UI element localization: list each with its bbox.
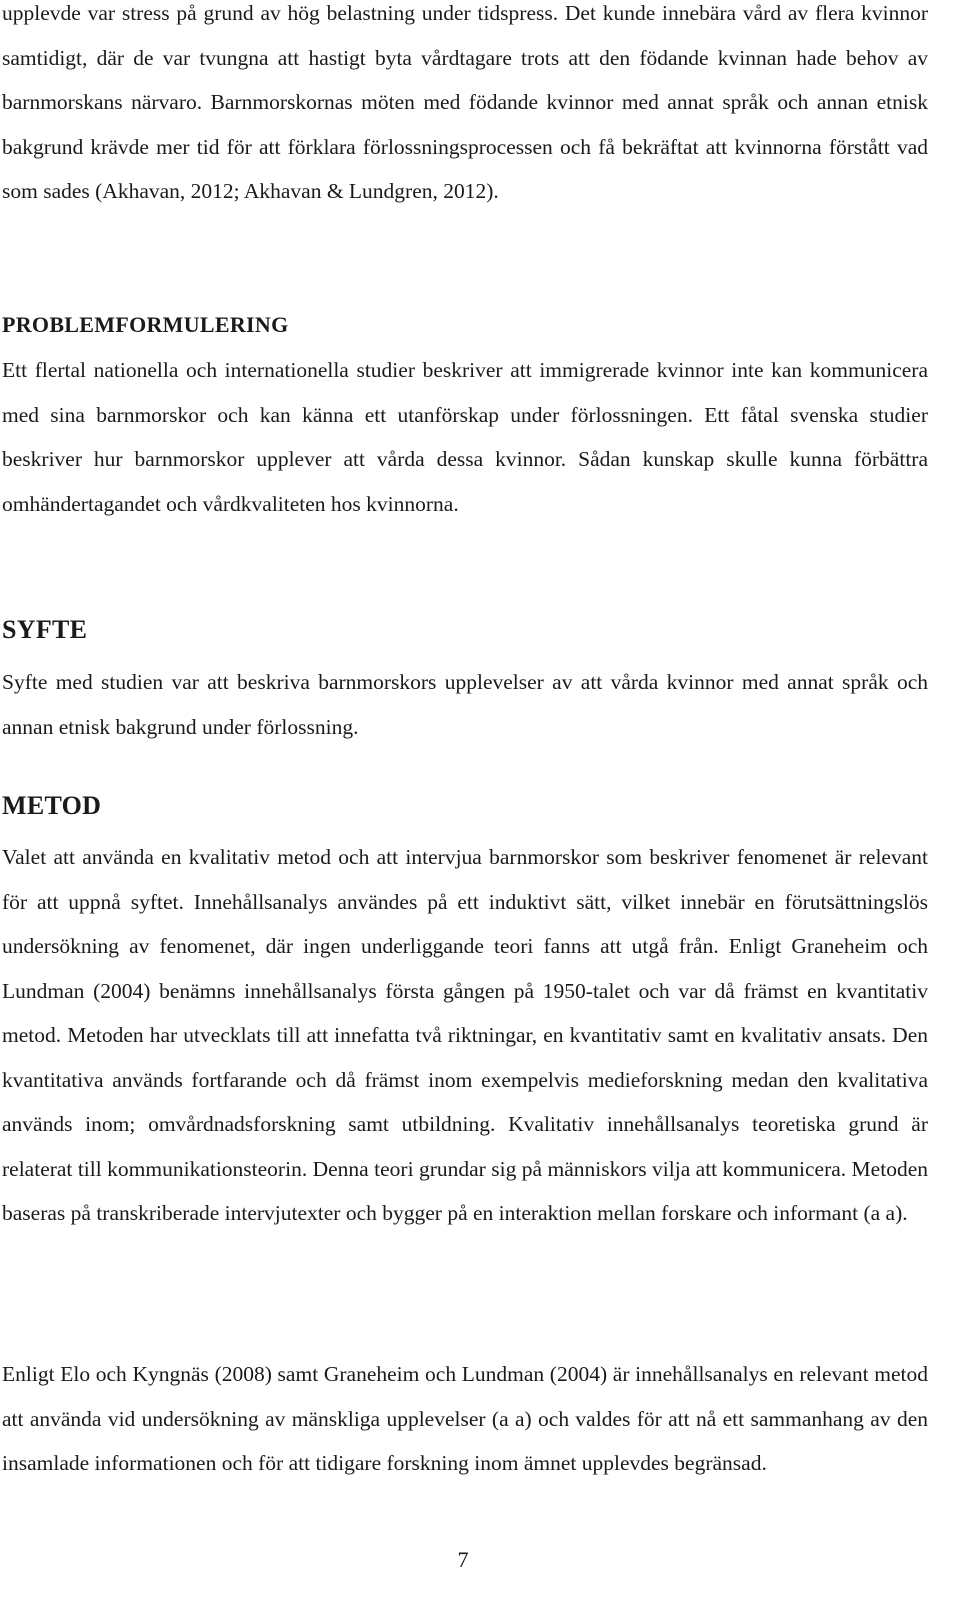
paragraph-syfte: Syfte med studien var att beskriva barnmorskors upplevelser av att vårda kvinnor med annat språk och annan etnisk bakgrund under förlossning. [2,670,928,739]
heading-problemformulering: PROBLEMFORMULERING [2,312,289,337]
paragraph-metod-1: Valet att använda en kvalitativ metod och att intervjua barnmorskor som beskriver fenomenet är relevant för att uppnå syftet. Innehållsanalys användes på ett induktivt sätt, vilket innebär en förutsättningslös undersökning av fenomenet, där ingen underliggande teori fanns att utgå från. Enligt Graneheim och Lundman (2004) benämns innehållsanalys första gången på 1950-talet och var då främst en kvantitativ metod. Metoden har utvecklats till att innefatta två riktningar, en kvantitativ samt en kvalitativ ansats. Den kvantitativa används fortfarande och då främst inom exempelvis medieforskning medan den kvalitativa används inom; omvårdnadsforskning samt utbildning. Kvalitativ innehållsanalys teoretiska grund är relaterat till kommunikationsteorin. Denna teori grundar sig på människors vilja att kommunicera. Metoden baseras på transkriberade intervjutexter och bygger på en interaktion mellan forskare och informant (a a). [2,845,928,1225]
heading-syfte: SYFTE [2,615,88,644]
page-number: 7 [457,1547,469,1572]
continued-paragraph: upplevde var stress på grund av hög belastning under tidspress. Det kunde innebära vård av flera kvinnor samtidigt, där de var tvungna att hastigt byta vårdtagare trots att den födande kvinnan hade behov av barnmorskans närvaro. Barnmorskornas möten med födande kvinnor med annat språk och annan etnisk bakgrund krävde mer tid för att förklara förlossningsprocessen och få bekräftat att kvinnorna förstått vad som sades (Akhavan, 2012; Akhavan & Lundgren, 2012). [2,1,928,203]
paragraph-problemformulering: Ett flertal nationella och internationella studier beskriver att immigrerade kvinnor inte kan kommunicera med sina barnmorskor och kan känna ett utanförskap under förlossningen. Ett fåtal svenska studier beskriver hur barnmorskor upplever att vårda dessa kvinnor. Sådan kunskap skulle kunna förbättra omhändertagandet och vårdkvaliteten hos kvinnorna. [2,358,928,516]
paragraph-metod-2: Enligt Elo och Kyngnäs (2008) samt Graneheim och Lundman (2004) är innehållsanalys en relevant metod att använda vid undersökning av mänskliga upplevelser (a a) och valdes för att nå ett sammanhang av den insamlade informationen och för att tidigare forskning inom ämnet upplevdes begränsad. [2,1362,928,1475]
heading-metod: METOD [2,791,102,820]
